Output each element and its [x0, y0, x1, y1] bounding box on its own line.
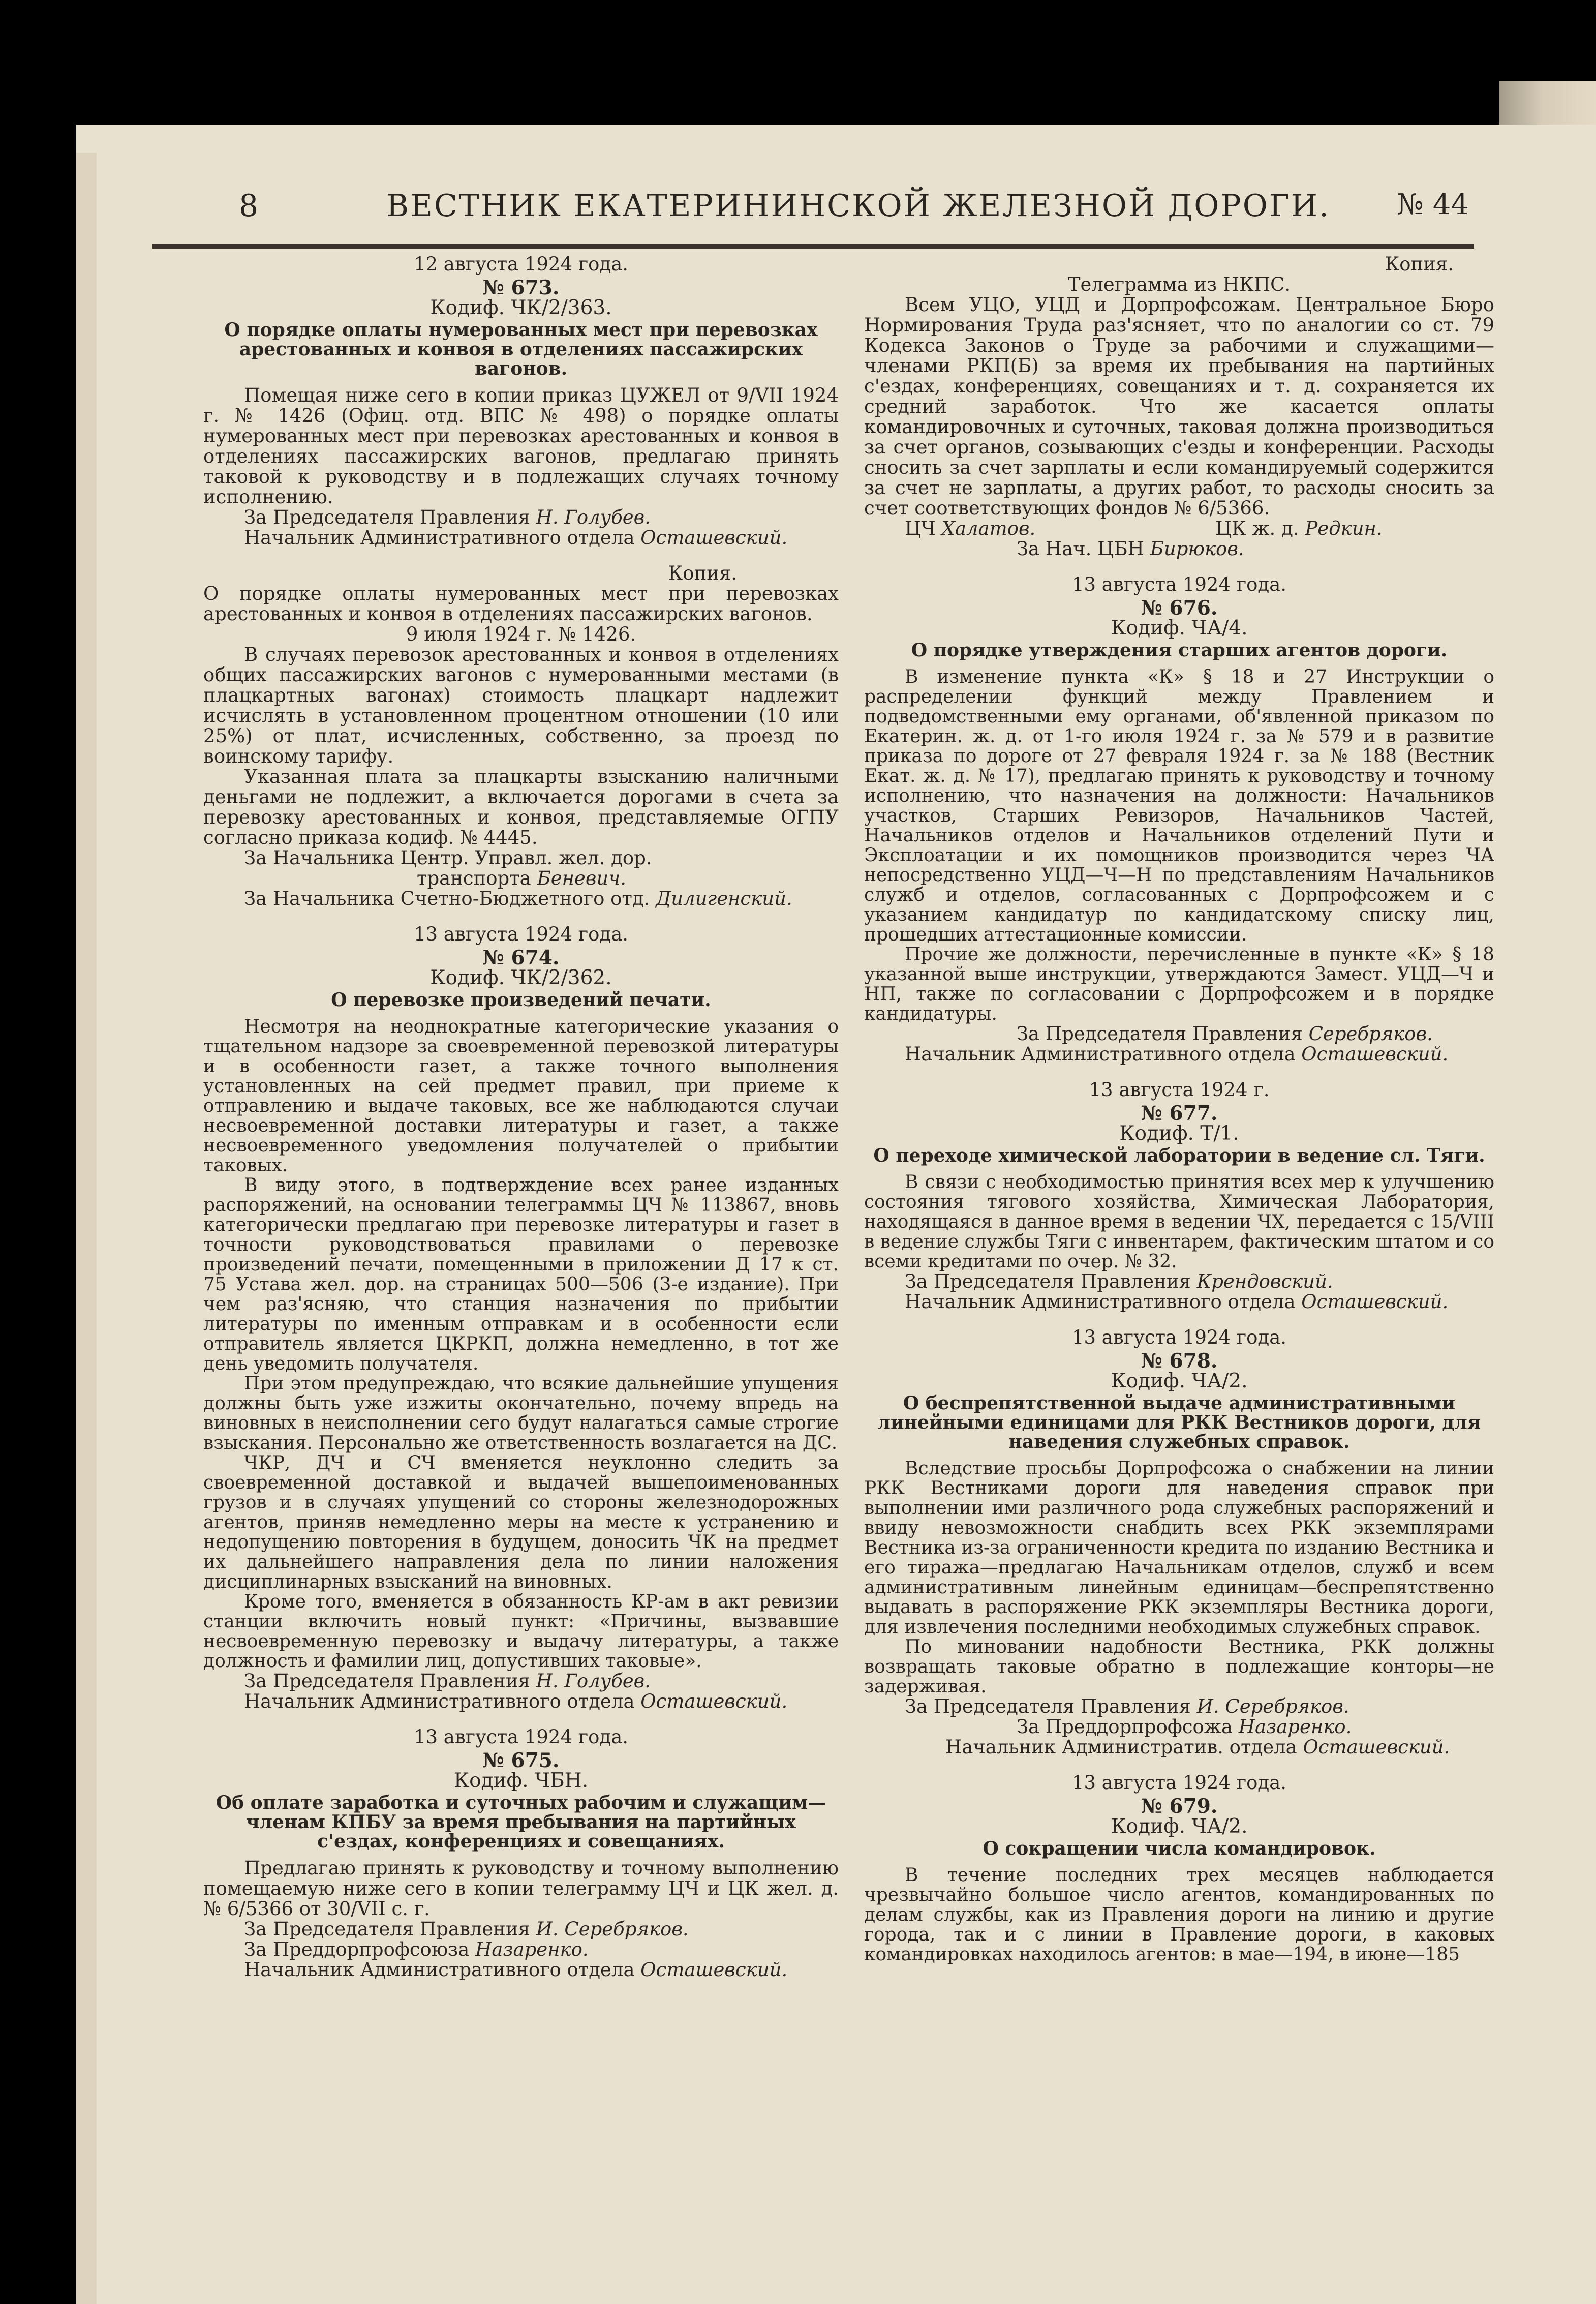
order-date: 13 августа 1924 года.: [1071, 1326, 1287, 1348]
signature-name: Крендовский.: [1196, 1270, 1333, 1292]
signature: [203, 1939, 839, 1960]
order-subject: О перевозке произведений печати.: [331, 989, 711, 1011]
signature-role: Начальник Административ. отдела: [945, 1736, 1303, 1758]
order-679: [864, 1773, 1494, 1964]
signature-role: За Председателя Правления: [905, 1695, 1197, 1717]
signature: [203, 868, 839, 889]
order-678: [864, 1327, 1494, 1757]
order-paragraph: В изменение пункта «К» § 18 и 27 Инструкции о распределении функций между Правлением и подведомственными ему органами, об'явленной приказом по Екатерин. ж. д. от 1-го июля 1924 г. за № 579 и в развитие приказа по дороге от 27 февраля 1924 г. за № 188 (Вестник Екат. ж. д. № 17), предлагаю принять к руководству и точному исполнению, что назначения на должности: Начальников участков, Старших Ревизоров, Начальников Частей, Начальников отделов и Начальников отделений Пути и Эксплоатации и их помощников производится через ЧА непосредственно УЦД—Ч—Н по представлениям Начальников служб и отделов, согласованных с Дорпрофсожем и с указанием кандидатур по кандидатскому списку лиц, прошедших аттестационные комиссии.: [864, 666, 1494, 945]
page-header: [152, 183, 1474, 249]
order-subject: О переходе химической лаборатории в ведение сл. Тяги.: [873, 1145, 1485, 1166]
order-kodif: Кодиф. ЧК/2/362.: [430, 966, 612, 989]
signature-name: И. Серебряков.: [1196, 1695, 1349, 1717]
order-number: № 674.: [482, 946, 560, 969]
order-paragraph: ЧКР, ДЧ и СЧ вменяется неуклонно следить за своевременной доставкой и выдачей вышепоименованных грузов и в случаях упущений со стороны железнодорожных агентов, приняв немедленно меры на месте к устранению и недопущению повторения в будущем, доносить ЧК на предмет их дальнейшего направления дела по линии наложения дисциплинарных взысканий на виновных.: [203, 1452, 839, 1592]
signature-name: Дилигенский.: [656, 888, 792, 910]
signature-name: Назаренко.: [1238, 1716, 1352, 1738]
order-date: 13 августа 1924 года.: [413, 923, 629, 945]
signature: [203, 1671, 839, 1691]
order-paragraph: При этом предупреждаю, что всякие дальнейшие упущения должны быть уже изжиты окончательно, почему впредь на виновных в неисполнении сего будут налагаться самые строгие взыскания. Персонально же ответственность возлагается на ДС.: [203, 1373, 839, 1453]
signature: [864, 1737, 1494, 1757]
order-677: [864, 1080, 1494, 1312]
order-subject: О сокращении числа командировок.: [983, 1838, 1376, 1859]
signature: [864, 1292, 1494, 1312]
order-date: 13 августа 1924 года.: [1071, 1772, 1287, 1794]
signature-role: ЦК ж. д.: [1215, 518, 1305, 539]
order-date: 13 августа 1924 года.: [413, 1726, 629, 1748]
signature-role: За Преддорпрофсожа: [1017, 1716, 1239, 1738]
signature-name: Осташевский.: [640, 527, 788, 549]
signature-name: Осташевский.: [640, 1690, 788, 1712]
signature: [203, 528, 839, 548]
order-paragraph: В виду этого, в подтверждение всех ранее изданных распоряжений, на основании телеграммы ЦЧ № 113867, вновь категорически предлагаю при перевозке литературы и газет в точности руководствоваться правилами о перевозке произведений печати, помещенными в приложении Д 17 к ст. 75 Устава жел. дор. на страницах 500—506 (3-е издание). При чем раз'ясняю, что станция назначения по прибытии литературы по именным отправкам и в особенности если отправитель является ЦКРКП, должна немедленно, в тот же день уведомить получателя.: [203, 1175, 839, 1374]
order-paragraph: Несмотря на неоднократные категорические указания о тщательном надзоре за своевременной перевозкой литературы и в особенности газет, а также точного выполнения установленных на сей предмет правил, при приеме к отправлению и выдаче таковых, все же наблюдаются случаи несвоевременной доставки литературы и газет, а также несвоевременного уведомления получателей о прибытии таковых.: [203, 1016, 839, 1176]
signature-role: За Председателя Правления: [905, 1270, 1197, 1292]
signature-role: Начальник Административного отдела: [905, 1291, 1302, 1313]
order-kodif: Кодиф. ЧБН.: [453, 1769, 589, 1792]
signature-role: ЦЧ: [905, 518, 942, 539]
signature: [864, 1044, 1494, 1065]
signature-role: Начальник Административного отдела: [905, 1043, 1302, 1065]
order-subject: О порядке оплаты нумерованных мест при перевозках арестованных и конвоя в отделениях пассажирских вагонов.: [224, 319, 818, 379]
order-paragraph: Помещая ниже сего в копии приказ ЦУЖЕЛ от 9/VII 1924 г. № 1426 (Офиц. отд. ВПС № 498) о порядке оплаты нумерованных мест при перевозках арестованных и конвоя в отделениях пассажирских вагонов, предлагаю принять таковой к руководству и в подлежащих случаях точному исполнению.: [203, 384, 839, 508]
signature-name: Осташевский.: [1301, 1291, 1449, 1313]
signature-name: Беневич.: [537, 867, 627, 889]
signature: [864, 1024, 1494, 1044]
order-kodif: Кодиф. ЧА/2.: [1111, 1370, 1248, 1392]
order-paragraph: Вследствие просьбы Дорпрофсожа о снабжении на линии РКК Вестниками дороги для наведения справок при выполнении ими различного рода служебных распоряжений и ввиду невозможности снабдить всех РКК экземплярами Вестника из-за ограниченности кредита по изданию Вестника и его тиража—предлагаю Начальникам отделов, служб и всем административным линейным единицам—беспрепятственно выдавать в распоряжение РКК экземпляры Вестника дороги, для извлечения последними необходимых служебных справок.: [864, 1458, 1494, 1638]
signature-name: Н. Голубев.: [536, 1670, 651, 1692]
order-subject: Об оплате заработка и суточных рабочим и служащим—членам КПБУ за время пребывания на партийных с'ездах, конференциях и совещаниях.: [216, 1792, 826, 1852]
order-date: 12 августа 1924 года.: [413, 253, 629, 275]
telegram-nkps: [864, 254, 1494, 559]
signature-role: Начальник Административного отдела: [244, 1959, 641, 1981]
order-paragraph: По миновании надобности Вестника, РКК должны возвращать таковые обратно в подлежащие конторы—не задерживая.: [864, 1636, 1494, 1697]
signature-role: За Нач. ЦБН: [1017, 538, 1150, 560]
issue-number: № 44: [1396, 188, 1469, 221]
order-number: № 679.: [1141, 1795, 1218, 1818]
signature-name: Халатов.: [941, 518, 1036, 539]
copy-date: 9 июля 1924 г. № 1426.: [406, 623, 636, 645]
page-number: 8: [239, 188, 259, 224]
signature-role: За Председателя Правления: [244, 506, 536, 528]
order-paragraph: Указанная плата за плацкарты взысканию наличными деньгами не подлежит, а включается дорогами в счета за перевозку арестованных и конвоя, представляемые ОГПУ согласно приказа кодиф. № 4445.: [203, 766, 839, 848]
telegram-text: Всем УЦО, УЦД и Дорпрофсожам. Центральное Бюро Нормирования Труда раз'ясняет, что по аналогии со ст. 79 Кодекса Законов о Труде за рабочими и служащими—членами РКП(Б) за время их пребывания на партийных с'ездах, конференциях, совещаниях и т. д. сохраняется их средний заработок. Что же касается оплаты командировочных и суточных, таковая должна производиться за счет органов, созывающих с'езды и конференции. Расходы сносить за счет зарплаты и если командируемый содержится за счет не зарплаты, а других работ, то расходы сносить за счет соответствующих фондов № 6/5366.: [864, 294, 1494, 519]
order-number: № 676.: [1141, 596, 1218, 620]
signature-name: Осташевский.: [640, 1959, 788, 1981]
order-paragraph: Предлагаю принять к руководству и точному выполнению помещаемую ниже сего в копии телеграмму ЦЧ и ЦК жел. д. № 6/5366 от 30/VII с. г.: [203, 1857, 839, 1920]
order-date: 13 августа 1924 года.: [1071, 573, 1287, 595]
order-kodif: Кодиф. ЧК/2/363.: [430, 296, 612, 319]
signature-role: Начальник Административного отдела: [244, 527, 641, 549]
order-number: № 678.: [1141, 1349, 1218, 1373]
order-paragraph: В связи с необходимостью принятия всех мер к улучшению состояния тягового хозяйства, Химическая Лаборатория, находящаяся в данное время в ведении ЧХ, передается с 15/VIII в ведение службы Тяги с инвентарем, фактическим штатом и со всеми кредитами по очер. № 32.: [864, 1172, 1494, 1272]
order-paragraph: В течение последних трех месяцев наблюдается чрезвычайно большое число агентов, командированных по делам службы, как из Правления дороги на линию и другие города, так и с линии в Правление дороги, в каковых командировках находилось агентов: в мае—194, в июне—185: [864, 1865, 1494, 1965]
page-left-margin: [76, 153, 97, 2304]
telegram-title: Телеграмма из НКПС.: [1067, 274, 1291, 295]
signature-role: За Начальника Счетно-Бюджетного отд.: [244, 888, 656, 910]
signature-name: Н. Голубев.: [536, 506, 651, 528]
signature: [203, 889, 839, 909]
order-subject: О беспрепятственной выдаче административными линейными единицами для РКК Вестников дороги, для наведения служебных справок.: [877, 1392, 1481, 1452]
signature-role: Начальник Административного отдела: [244, 1690, 641, 1712]
order-paragraph: Прочие же должности, перечисленные в пункте «К» § 18 указанной выше инструкции, утверждаются Замест. УЦД—Ч и НП, также по согласовании с Дорпрофсожем и в порядке кандидатуры.: [864, 944, 1494, 1024]
order-number: № 675.: [482, 1749, 560, 1772]
right-column: [864, 254, 1494, 1980]
order-674: [203, 924, 839, 1712]
signature: [864, 1717, 1494, 1737]
left-column: [203, 254, 839, 1995]
order-675: [203, 1727, 839, 1980]
signature-role: За Начальника Центр. Управл. жел. дор.: [244, 847, 652, 869]
signature: [864, 1271, 1494, 1292]
copy-label: Копия.: [1385, 253, 1454, 275]
order-673: [203, 254, 839, 909]
signature: [203, 1960, 839, 1980]
signature: [864, 539, 1494, 559]
signature-name: Редкин.: [1305, 518, 1383, 539]
signature-name: Бирюков.: [1150, 538, 1244, 560]
signature-role: За Преддорпрофсоюза: [244, 1938, 476, 1960]
signature-role: За Председателя Правления: [244, 1670, 536, 1692]
order-paragraph: Кроме того, вменяется в обязанность КР-ам в акт ревизии станции включить новый пункт: «Причины, вызвавшие несвоевременную перевозку и выдачу литературы, а также должность и фамилии лиц, допустивших таковые».: [203, 1591, 839, 1672]
order-kodif: Кодиф. Т/1.: [1119, 1122, 1239, 1145]
signature: [203, 1919, 839, 1939]
signature: [864, 519, 1494, 539]
signature-name: Осташевский.: [1303, 1736, 1450, 1758]
order-date: 13 августа 1924 г.: [1089, 1079, 1270, 1101]
signature-role: За Председателя Правления: [244, 1918, 536, 1940]
signature: [203, 507, 839, 528]
order-number: № 677.: [1141, 1102, 1218, 1125]
order-kodif: Кодиф. ЧА/4.: [1111, 617, 1248, 640]
signature-role: транспорта: [417, 867, 537, 889]
signature-role: За Председателя Правления: [1017, 1023, 1309, 1045]
order-number: № 673.: [482, 276, 560, 299]
copy-subject: О порядке оплаты нумерованных мест при перевозках арестованных и конвоя в отделениях пассажирских вагонов.: [203, 583, 839, 625]
signature: [203, 1691, 839, 1712]
order-paragraph: В случаях перевозок арестованных и конвоя в отделениях общих пассажирских вагонов с нумерованными местами (в плацкартных вагонах) стоимость плацкарт надлежит исчислять в установленном процентном отношении (10 или 25%) от плат, исчисленных, собственно, за проезд по воинскому тарифу.: [203, 644, 839, 767]
signature-name: И. Серебряков.: [536, 1918, 689, 1940]
order-676: [864, 574, 1494, 1065]
signature-name: Осташевский.: [1301, 1043, 1449, 1065]
signature-name: Назаренко.: [475, 1938, 589, 1960]
order-kodif: Кодиф. ЧА/2.: [1111, 1815, 1248, 1838]
copy-label: Копия.: [668, 562, 737, 584]
signature: [864, 1696, 1494, 1717]
signature-name: Серебряков.: [1308, 1023, 1433, 1045]
gazette-title: ВЕСТНИК ЕКАТЕРИНИНСКОЙ ЖЕЛЕЗНОЙ ДОРОГИ.: [386, 188, 1331, 224]
order-subject: О порядке утверждения старших агентов дороги.: [911, 640, 1448, 661]
